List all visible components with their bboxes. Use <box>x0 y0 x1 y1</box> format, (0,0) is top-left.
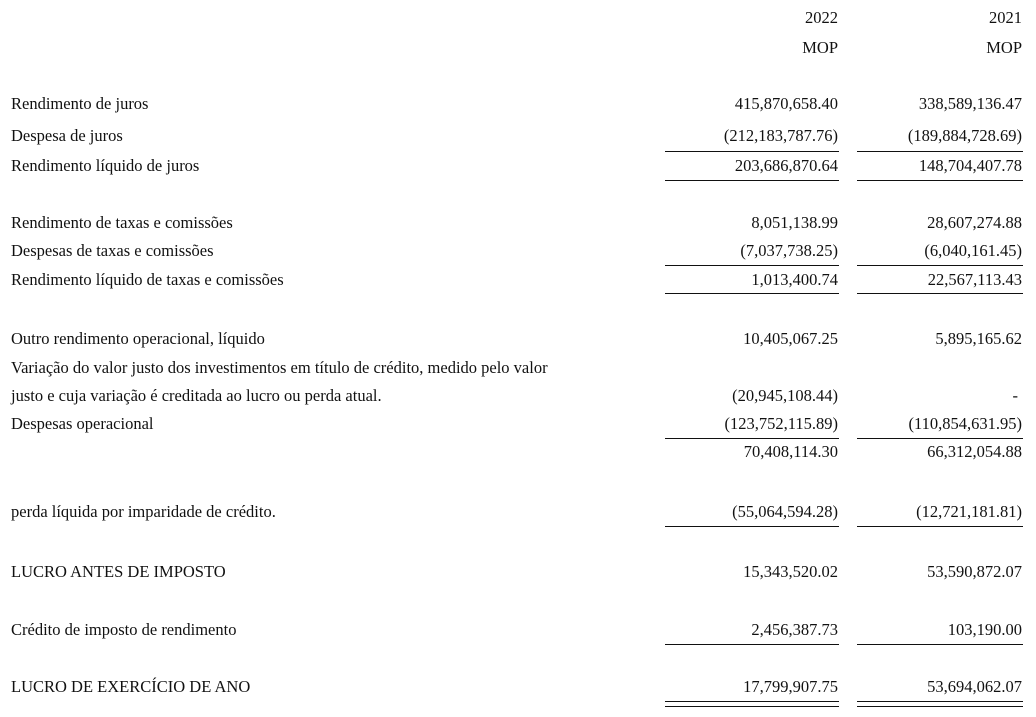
value-2022: (212,183,787.76) <box>723 126 838 145</box>
currency-2021-header: MOP <box>986 38 1022 57</box>
subtotal-rule <box>857 526 1023 527</box>
table-row <box>0 442 1036 466</box>
value-2022: 15,343,520.02 <box>743 562 838 581</box>
row-label: perda líquida por imparidade de crédito. <box>11 502 276 521</box>
value-2021: (6,040,161.45) <box>924 241 1022 260</box>
value-2022: (55,064,594.28) <box>732 502 838 521</box>
subtotal-rule <box>665 180 839 181</box>
subtotal-rule <box>665 438 839 439</box>
subtotal-rule <box>857 438 1023 439</box>
value-2022: 415,870,658.40 <box>734 94 838 113</box>
row-label: Despesas operacional <box>11 414 154 433</box>
table-row <box>0 329 1036 353</box>
value-2021: 103,190.00 <box>947 620 1022 639</box>
value-2022: 70,408,114.30 <box>743 442 838 461</box>
value-2021: 338,589,136.47 <box>918 94 1022 113</box>
currency-2022-header: MOP <box>802 38 838 57</box>
table-row <box>0 270 1036 294</box>
value-2021: (12,721,181.81) <box>916 502 1022 521</box>
subtotal-rule <box>857 151 1023 152</box>
row-label: LUCRO DE EXERCÍCIO DE ANO <box>11 677 251 696</box>
subtotal-rule <box>665 265 839 266</box>
subtotal-rule <box>857 180 1023 181</box>
row-label: Despesa de juros <box>11 126 123 145</box>
table-row <box>0 126 1036 150</box>
table-row <box>0 502 1036 526</box>
table-row <box>0 414 1036 438</box>
total-double-rule <box>857 701 1023 707</box>
value-2022: (7,037,738.25) <box>740 241 838 260</box>
value-2021: 28,607,274.88 <box>927 213 1022 232</box>
table-row <box>0 94 1036 118</box>
value-2021: 66,312,054.88 <box>927 442 1022 461</box>
table-row <box>0 156 1036 180</box>
value-2021: 22,567,113.43 <box>927 270 1022 289</box>
table-row <box>0 213 1036 237</box>
table-row <box>0 241 1036 265</box>
subtotal-rule <box>857 644 1023 645</box>
subtotal-rule <box>857 265 1023 266</box>
subtotal-rule <box>857 293 1023 294</box>
value-2022: 2,456,387.73 <box>751 620 838 639</box>
row-label: Crédito de imposto de rendimento <box>11 620 237 639</box>
value-2021: (189,884,728.69) <box>907 126 1022 145</box>
value-2021: 53,590,872.07 <box>927 562 1022 581</box>
value-2022: 17,799,907.75 <box>743 677 838 696</box>
table-row <box>0 677 1036 701</box>
row-label: Despesas de taxas e comissões <box>11 241 214 260</box>
row-label: Variação do valor justo dos investimentos em título de crédito, medido pelo valor <box>11 358 548 377</box>
subtotal-rule <box>665 293 839 294</box>
value-2021: - <box>1012 386 1018 405</box>
subtotal-rule <box>665 526 839 527</box>
year-2021-header: 2021 <box>989 8 1022 27</box>
subtotal-rule <box>665 151 839 152</box>
value-2021: 148,704,407.78 <box>918 156 1022 175</box>
subtotal-rule <box>665 644 839 645</box>
table-row <box>0 358 1036 382</box>
year-2022-header: 2022 <box>805 8 838 27</box>
value-2022: 1,013,400.74 <box>751 270 838 289</box>
value-2022: (20,945,108.44) <box>732 386 838 405</box>
value-2021: 5,895,165.62 <box>935 329 1022 348</box>
table-row <box>0 386 1036 410</box>
row-label: Outro rendimento operacional, líquido <box>11 329 265 348</box>
total-double-rule <box>665 701 839 707</box>
value-2021: (110,854,631.95) <box>908 414 1022 433</box>
row-label: Rendimento líquido de taxas e comissões <box>11 270 284 289</box>
row-label: LUCRO ANTES DE IMPOSTO <box>11 562 226 581</box>
row-label: Rendimento de taxas e comissões <box>11 213 233 232</box>
table-row <box>0 562 1036 586</box>
value-2021: 53,694,062.07 <box>927 677 1022 696</box>
row-label: justo e cuja variação é creditada ao lucro ou perda atual. <box>11 386 382 405</box>
value-2022: (123,752,115.89) <box>724 414 838 433</box>
row-label: Rendimento de juros <box>11 94 149 113</box>
row-label: Rendimento líquido de juros <box>11 156 200 175</box>
table-row <box>0 620 1036 644</box>
value-2022: 203,686,870.64 <box>734 156 838 175</box>
value-2022: 8,051,138.99 <box>751 213 838 232</box>
value-2022: 10,405,067.25 <box>743 329 838 348</box>
